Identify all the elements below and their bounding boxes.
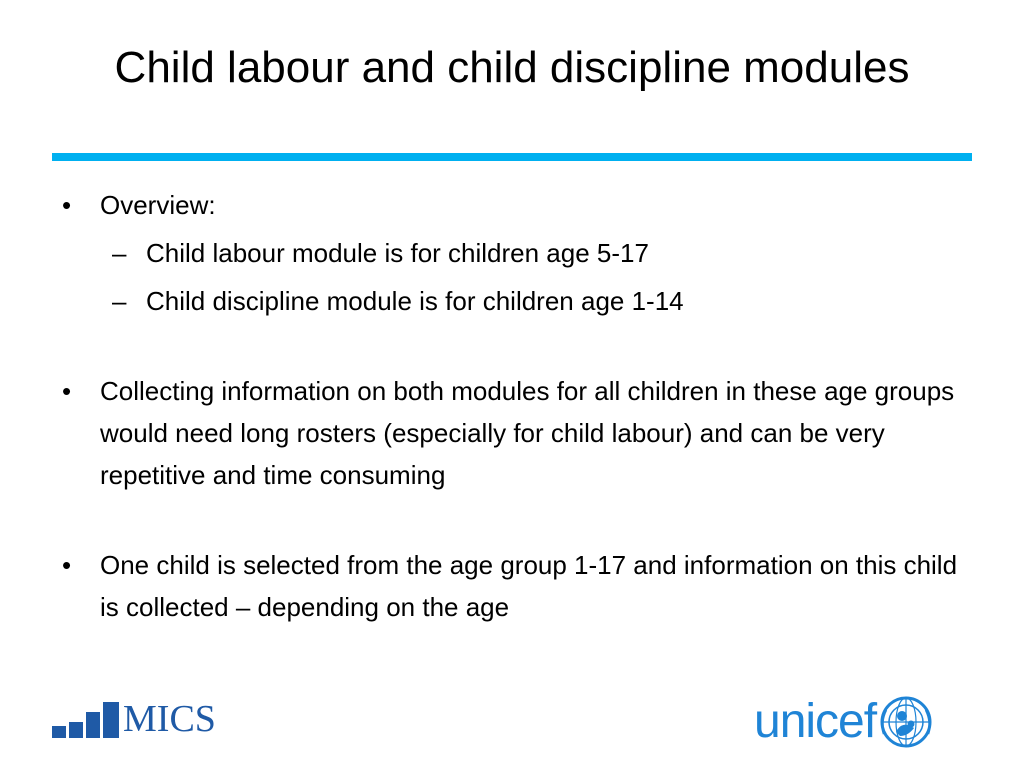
mics-logo: [52, 696, 216, 738]
bullet-mark: •: [62, 376, 72, 406]
slide-title: Child labour and child discipline modules: [114, 43, 910, 92]
sub-bullet-text: Child discipline module is for children age 1-14: [146, 286, 684, 316]
sub-bullet-mark: –: [112, 286, 127, 316]
bullet-item: [58, 370, 978, 496]
spacer: [58, 322, 978, 370]
sub-bullet-item: [112, 232, 978, 274]
bullet-item: [58, 544, 978, 628]
bullet-mark: •: [62, 550, 72, 580]
sub-bullet-mark: –: [112, 238, 127, 268]
unicef-logo-text: unicef: [754, 695, 877, 748]
bullet-mark: •: [62, 190, 72, 220]
sub-bullet-text: Child labour module is for children age 5-17: [146, 238, 649, 268]
bar-chart-icon: [52, 700, 119, 738]
bullet-text: Overview:: [100, 190, 216, 220]
mics-logo-text: MICS: [123, 698, 216, 740]
sub-bullet-item: [112, 280, 978, 322]
bullet-text: Collecting information on both modules for all children in these age groups would need long rosters (especially for child labour) and can be very repetitive and time consuming: [100, 376, 955, 490]
title-divider: [52, 153, 972, 161]
slide-body: [58, 184, 978, 628]
unicef-emblem-icon: [878, 694, 934, 750]
bullet-item: [58, 184, 978, 226]
bullet-text: One child is selected from the age group 1-17 and information on this child is collected – depending on the age: [100, 550, 958, 622]
spacer: [58, 496, 978, 544]
unicef-logo: [754, 694, 934, 750]
